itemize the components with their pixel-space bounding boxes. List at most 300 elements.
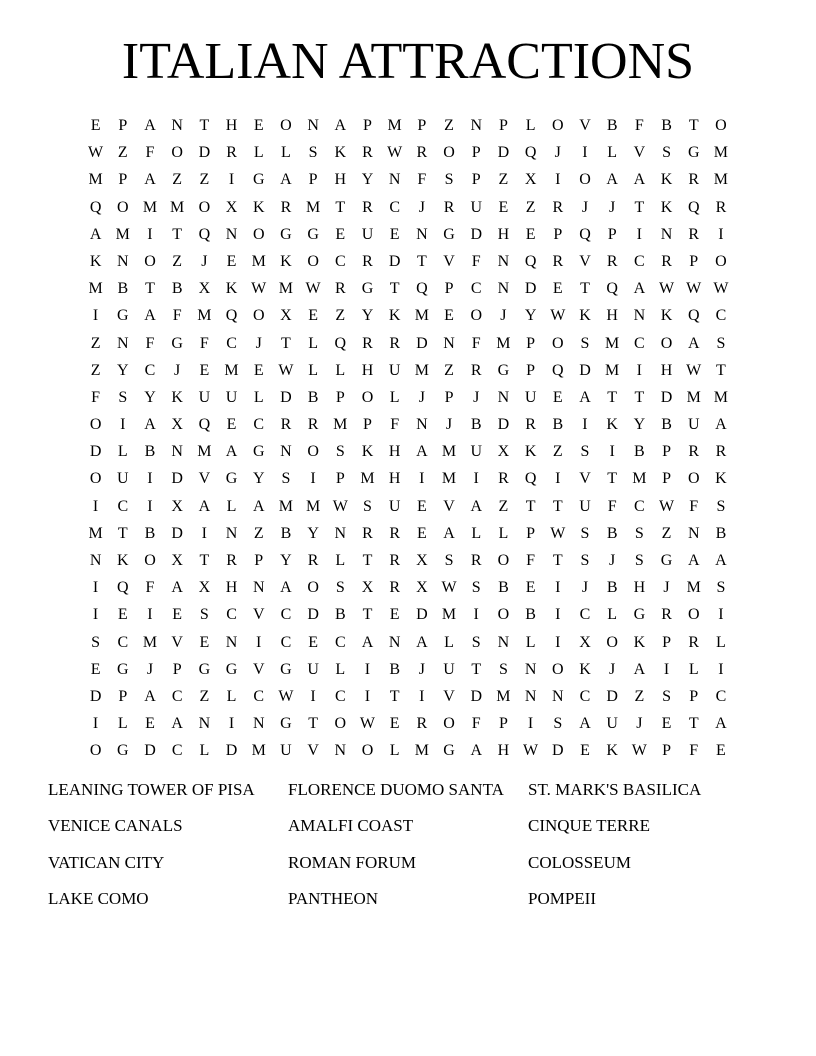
grid-letter: D xyxy=(225,742,238,760)
grid-letter: Q xyxy=(687,307,700,325)
grid-letter: P xyxy=(118,117,128,134)
grid-letter: M xyxy=(441,606,457,624)
grid-letter: O xyxy=(198,198,211,216)
grid-letter: N xyxy=(307,117,319,134)
grid-letter: K xyxy=(715,470,727,488)
grid-letter: G xyxy=(660,552,673,569)
grid-letter: H xyxy=(633,579,646,597)
grid-letter: A xyxy=(89,225,102,243)
grid-letter: A xyxy=(715,715,727,733)
grid-letter: D xyxy=(198,144,211,162)
grid-letter: R xyxy=(688,443,700,461)
grid-letter: A xyxy=(144,117,156,134)
grid-letter: C xyxy=(715,687,727,705)
grid-letter: W xyxy=(88,144,104,162)
grid-letter: J xyxy=(636,715,643,733)
grid-letter: M xyxy=(414,361,429,379)
grid-letter: D xyxy=(552,742,564,760)
grid-letter: M xyxy=(115,225,130,243)
grid-letter: O xyxy=(606,633,618,651)
grid-letter: J xyxy=(445,416,453,434)
grid-letter: T xyxy=(362,606,373,624)
grid-letter: W xyxy=(278,687,294,705)
grid-letter: G xyxy=(280,225,292,243)
grid-letter: K xyxy=(225,280,238,298)
grid-letter: O xyxy=(89,742,102,760)
grid-letter: F xyxy=(471,715,481,733)
grid-letter: L xyxy=(716,633,726,651)
grid-letter: E xyxy=(226,416,237,434)
grid-letter: P xyxy=(118,171,128,189)
grid-letter: N xyxy=(89,552,102,569)
grid-letter: A xyxy=(715,552,727,569)
grid-letter: P xyxy=(363,416,372,434)
grid-letter: H xyxy=(606,307,618,325)
grid-letter: J xyxy=(554,144,561,162)
grid-letter: L xyxy=(226,687,237,705)
grid-letter: X xyxy=(497,443,510,461)
grid-letter: M xyxy=(142,198,158,216)
grid-letter: Y xyxy=(361,307,374,325)
grid-letter: U xyxy=(388,361,401,379)
grid-letter: S xyxy=(118,388,128,406)
grid-letter: A xyxy=(633,171,646,189)
grid-letter: D xyxy=(171,470,183,488)
grid-letter: L xyxy=(335,660,346,678)
grid-letter: B xyxy=(171,280,183,298)
grid-letter: W xyxy=(278,361,294,379)
grid-letter: O xyxy=(443,144,455,162)
word-list-item: ST. MARK'S BASILICA xyxy=(528,780,702,799)
grid-letter: K xyxy=(252,198,265,216)
letter-grid xyxy=(82,112,735,765)
grid-letter: B xyxy=(606,117,618,134)
grid-letter: A xyxy=(416,633,428,651)
grid-letter: G xyxy=(633,606,646,624)
grid-letter: K xyxy=(660,171,673,189)
grid-letter: J xyxy=(581,579,589,597)
grid-letter: P xyxy=(498,715,508,733)
grid-letter: C xyxy=(280,606,292,624)
grid-letter: N xyxy=(334,742,347,760)
grid-letter: P xyxy=(172,660,182,678)
grid-letter: D xyxy=(388,252,401,270)
grid-letter: I xyxy=(256,633,262,651)
grid-letter: E xyxy=(661,715,672,733)
grid-letter: T xyxy=(688,715,699,733)
grid-letter: D xyxy=(307,606,319,624)
grid-letter: O xyxy=(715,252,727,270)
grid-letter: J xyxy=(500,307,507,325)
grid-letter: P xyxy=(689,687,699,705)
grid-letter: U xyxy=(687,416,700,434)
word-list-item: FLORENCE DUOMO SANTA xyxy=(288,780,504,799)
grid-letter: I xyxy=(527,715,534,733)
grid-letter: S xyxy=(471,579,481,597)
grid-letter: K xyxy=(524,443,537,461)
grid-letter: A xyxy=(687,334,700,352)
grid-letter: J xyxy=(609,198,616,216)
grid-letter: I xyxy=(419,687,425,705)
grid-letter: K xyxy=(660,198,673,216)
grid-letter: I xyxy=(310,687,316,705)
grid-letter: M xyxy=(142,633,158,651)
grid-letter: P xyxy=(417,117,427,134)
grid-letter: R xyxy=(688,225,700,243)
grid-letter: V xyxy=(579,117,591,134)
grid-letter: X xyxy=(416,552,428,569)
grid-letter: C xyxy=(579,606,591,624)
grid-letter: E xyxy=(389,715,400,733)
grid-letter: J xyxy=(581,198,589,216)
grid-letter: N xyxy=(225,225,238,243)
grid-letter: I xyxy=(663,660,670,678)
grid-letter: F xyxy=(199,334,209,352)
grid-letter: P xyxy=(498,117,508,134)
grid-letter: Z xyxy=(199,171,210,189)
grid-letter: Z xyxy=(335,307,346,325)
grid-letter: E xyxy=(253,361,264,379)
grid-letter: O xyxy=(552,660,564,678)
grid-letter: R xyxy=(280,416,292,434)
grid-letter: Z xyxy=(498,497,509,515)
grid-letter: D xyxy=(660,388,673,406)
grid-letter: Z xyxy=(634,687,645,705)
grid-letter: Z xyxy=(90,334,101,352)
grid-letter: L xyxy=(389,742,400,760)
grid-letter: X xyxy=(198,280,211,298)
grid-letter: S xyxy=(199,606,209,624)
grid-letter: G xyxy=(252,171,265,189)
grid-letter: R xyxy=(416,144,428,162)
grid-letter: I xyxy=(92,715,99,733)
grid-letter: H xyxy=(334,171,347,189)
grid-letter: J xyxy=(418,198,425,216)
grid-letter: T xyxy=(471,660,482,678)
grid-letter: O xyxy=(361,742,374,760)
grid-letter: S xyxy=(553,715,563,733)
grid-letter: H xyxy=(361,361,374,379)
grid-letter: I xyxy=(147,497,153,515)
grid-letter: T xyxy=(335,198,346,216)
grid-letter: S xyxy=(444,171,454,189)
grid-letter: J xyxy=(201,252,208,270)
grid-letter: C xyxy=(470,280,482,298)
grid-letter: X xyxy=(280,307,292,325)
grid-letter: D xyxy=(416,606,428,624)
grid-letter: Q xyxy=(606,280,618,298)
grid-letter: N xyxy=(497,388,510,406)
grid-letter: O xyxy=(334,715,347,733)
grid-letter: A xyxy=(144,416,156,434)
grid-letter: C xyxy=(280,633,292,651)
grid-letter: Z xyxy=(172,171,183,189)
grid-letter: I xyxy=(92,579,99,597)
grid-letter: I xyxy=(147,470,153,488)
grid-letter: Q xyxy=(687,198,700,216)
grid-letter: X xyxy=(225,198,238,216)
grid-letter: M xyxy=(224,361,239,379)
grid-letter: B xyxy=(470,416,482,434)
grid-letter: R xyxy=(389,334,400,352)
grid-letter: L xyxy=(308,361,318,379)
grid-letter: E xyxy=(552,280,563,298)
grid-letter: E xyxy=(416,497,427,515)
grid-letter: H xyxy=(388,470,401,488)
grid-letter: D xyxy=(89,687,102,705)
grid-letter: X xyxy=(171,497,183,515)
grid-letter: E xyxy=(580,742,590,760)
grid-letter: C xyxy=(579,687,591,705)
grid-letter: I xyxy=(609,443,615,461)
grid-letter: I xyxy=(364,660,371,678)
grid-letter: O xyxy=(252,225,265,243)
grid-letter: W xyxy=(550,307,566,325)
grid-letter: N xyxy=(497,252,510,270)
grid-letter: R xyxy=(552,198,564,216)
grid-letter: Q xyxy=(198,225,211,243)
grid-letter: Y xyxy=(633,416,646,434)
grid-letter: U xyxy=(470,443,482,461)
grid-letter: L xyxy=(688,660,699,678)
grid-letter: G xyxy=(497,361,510,379)
grid-letter: G xyxy=(687,144,700,162)
grid-letter: S xyxy=(580,443,590,461)
grid-letter: B xyxy=(525,606,536,624)
grid-letter: G xyxy=(443,742,455,760)
grid-letter: E xyxy=(389,606,400,624)
grid-letter: N xyxy=(660,225,673,243)
grid-letter: F xyxy=(689,497,699,515)
grid-letter: O xyxy=(660,334,673,352)
grid-letter: G xyxy=(443,225,455,243)
grid-letter: P xyxy=(471,171,481,189)
grid-letter: E xyxy=(199,361,210,379)
grid-letter: W xyxy=(387,144,403,162)
grid-letter: M xyxy=(414,742,429,760)
grid-letter: B xyxy=(334,606,346,624)
grid-letter: W xyxy=(550,524,566,542)
grid-letter: J xyxy=(418,660,425,678)
grid-letter: D xyxy=(579,361,591,379)
grid-letter: E xyxy=(90,660,101,678)
grid-letter: M xyxy=(88,524,103,542)
grid-letter: T xyxy=(607,388,618,406)
grid-letter: I xyxy=(473,470,479,488)
grid-letter: G xyxy=(171,334,183,352)
grid-letter: U xyxy=(307,660,319,678)
grid-letter: R xyxy=(362,524,373,542)
grid-letter: W xyxy=(441,579,457,597)
grid-letter: W xyxy=(631,742,647,760)
grid-letter: N xyxy=(497,280,510,298)
grid-letter: A xyxy=(633,660,646,678)
grid-letter: G xyxy=(361,280,374,298)
grid-letter: P xyxy=(308,171,318,189)
grid-letter: I xyxy=(228,715,235,733)
grid-letter: T xyxy=(552,552,563,569)
grid-letter: A xyxy=(144,687,156,705)
grid-letter: T xyxy=(281,334,291,352)
grid-letter: S xyxy=(444,552,454,569)
grid-letter: I xyxy=(555,470,561,488)
grid-letter: L xyxy=(253,388,264,406)
grid-letter: U xyxy=(388,497,401,515)
grid-letter: K xyxy=(660,307,673,325)
grid-letter: V xyxy=(443,687,455,705)
grid-letter: N xyxy=(524,660,537,678)
grid-letter: O xyxy=(280,117,292,134)
grid-letter: P xyxy=(444,388,454,406)
grid-letter: Q xyxy=(225,307,238,325)
grid-letter: P xyxy=(607,225,617,243)
grid-letter: I xyxy=(718,225,724,243)
grid-letter: P xyxy=(662,470,671,488)
grid-letter: A xyxy=(144,307,156,325)
grid-letter: N xyxy=(252,715,265,733)
grid-letter: S xyxy=(308,144,318,162)
grid-letter: P xyxy=(662,633,671,651)
grid-letter: C xyxy=(634,334,645,352)
grid-letter: B xyxy=(389,660,400,678)
grid-letter: Q xyxy=(524,252,537,270)
grid-letter: U xyxy=(361,225,374,243)
grid-letter: U xyxy=(470,198,482,216)
grid-letter: Y xyxy=(280,552,292,569)
grid-letter: W xyxy=(305,280,321,298)
grid-letter: L xyxy=(117,443,128,461)
word-list-item: LEANING TOWER OF PISA xyxy=(48,780,255,799)
grid-letter: L xyxy=(335,552,346,569)
grid-letter: R xyxy=(389,524,400,542)
grid-letter: N xyxy=(225,633,238,651)
grid-letter: N xyxy=(171,443,183,461)
grid-letter: O xyxy=(552,334,564,352)
grid-letter: U xyxy=(280,742,292,760)
grid-letter: R xyxy=(688,633,700,651)
grid-letter: N xyxy=(117,252,129,270)
grid-letter: M xyxy=(251,252,266,270)
grid-letter: O xyxy=(579,171,591,189)
grid-letter: Z xyxy=(525,198,536,216)
grid-letter: A xyxy=(171,579,183,597)
grid-letter: A xyxy=(470,742,482,760)
grid-letter: N xyxy=(388,171,401,189)
grid-letter: K xyxy=(171,388,183,406)
grid-letter: Y xyxy=(361,171,374,189)
grid-letter: D xyxy=(470,225,482,243)
grid-letter: E xyxy=(525,225,536,243)
grid-letter: E xyxy=(199,633,210,651)
grid-letter: Y xyxy=(307,524,319,542)
grid-letter: O xyxy=(171,144,183,162)
grid-letter: I xyxy=(582,416,588,434)
grid-letter: M xyxy=(414,307,429,325)
grid-letter: M xyxy=(197,443,212,461)
grid-letter: R xyxy=(226,144,237,162)
grid-letter: I xyxy=(92,307,99,325)
grid-letter: N xyxy=(388,633,401,651)
grid-letter: L xyxy=(199,742,210,760)
grid-letter: X xyxy=(524,171,537,189)
grid-letter: X xyxy=(171,416,183,434)
grid-letter: V xyxy=(307,742,319,760)
grid-letter: W xyxy=(523,742,539,760)
grid-letter: X xyxy=(579,633,591,651)
grid-letter: R xyxy=(362,252,373,270)
grid-letter: R xyxy=(416,715,428,733)
grid-letter: J xyxy=(255,334,262,352)
grid-letter: L xyxy=(389,388,400,406)
grid-letter: U xyxy=(225,388,238,406)
grid-letter: N xyxy=(470,117,482,134)
grid-letter: Z xyxy=(199,687,210,705)
grid-letter: V xyxy=(252,660,265,678)
grid-letter: T xyxy=(580,280,590,298)
grid-letter: E xyxy=(253,117,264,134)
grid-letter: N xyxy=(252,579,265,597)
grid-letter: L xyxy=(444,633,454,651)
grid-letter: L xyxy=(308,334,318,352)
grid-letter: N xyxy=(416,225,428,243)
grid-letter: Z xyxy=(253,524,264,542)
grid-letter: Q xyxy=(579,225,591,243)
grid-letter: T xyxy=(552,497,563,515)
grid-letter: L xyxy=(498,524,509,542)
grid-letter: O xyxy=(307,252,319,270)
grid-letter: H xyxy=(497,225,510,243)
grid-letter: H xyxy=(225,579,238,597)
grid-letter: G xyxy=(280,715,292,733)
grid-letter: O xyxy=(144,552,156,569)
grid-letter: O xyxy=(687,606,700,624)
grid-letter: K xyxy=(579,307,591,325)
grid-letter: X xyxy=(416,579,428,597)
grid-letter: D xyxy=(497,416,510,434)
grid-letter: N xyxy=(524,687,537,705)
grid-letter: S xyxy=(662,687,671,705)
grid-letter: R xyxy=(334,280,346,298)
grid-letter: Y xyxy=(144,388,156,406)
grid-letter: O xyxy=(117,198,129,216)
grid-letter: A xyxy=(687,552,700,569)
grid-letter: I xyxy=(201,524,207,542)
grid-letter: R xyxy=(552,252,564,270)
grid-letter: J xyxy=(663,579,670,597)
grid-letter: P xyxy=(471,144,481,162)
grid-letter: V xyxy=(633,144,646,162)
grid-letter: Q xyxy=(89,198,102,216)
grid-letter: Z xyxy=(498,171,509,189)
grid-letter: R xyxy=(525,416,536,434)
grid-letter: I xyxy=(310,470,316,488)
grid-letter: M xyxy=(305,198,321,216)
grid-letter: C xyxy=(144,361,156,379)
grid-letter: E xyxy=(145,715,155,733)
grid-letter: R xyxy=(280,198,292,216)
grid-letter: A xyxy=(280,579,292,597)
grid-letter: I xyxy=(555,171,561,189)
grid-letter: W xyxy=(686,280,702,298)
grid-letter: P xyxy=(335,388,345,406)
grid-letter: E xyxy=(498,198,509,216)
grid-letter: I xyxy=(228,171,235,189)
grid-letter: E xyxy=(90,117,101,134)
grid-letter: P xyxy=(526,334,536,352)
grid-letter: L xyxy=(525,117,536,134)
grid-letter: R xyxy=(307,552,319,569)
grid-letter: M xyxy=(197,307,212,325)
